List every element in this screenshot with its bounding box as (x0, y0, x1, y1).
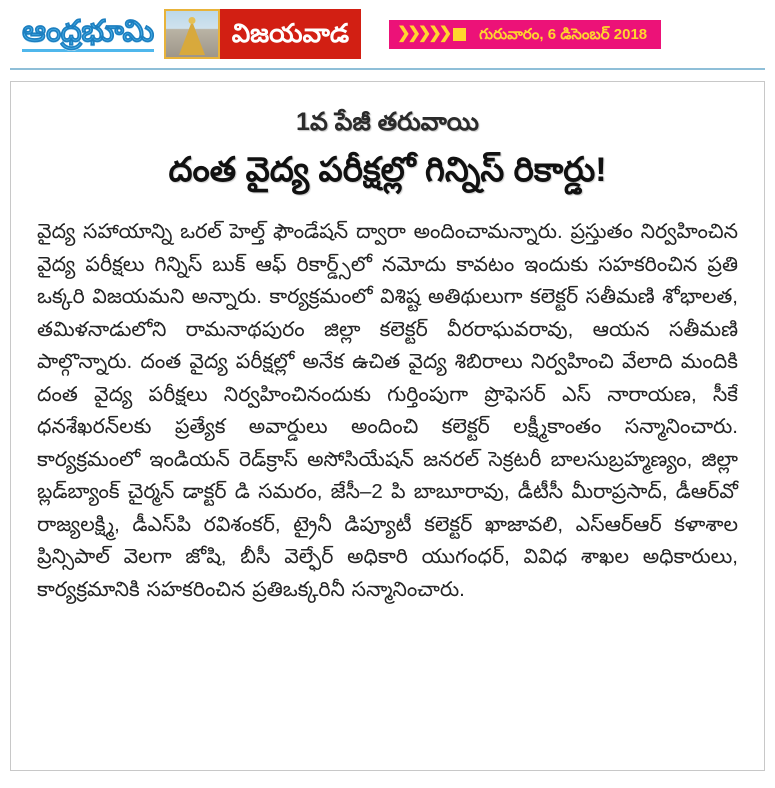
masthead (0, 0, 775, 68)
newspaper-logo[interactable]: ఆంధ్రభూమి (22, 17, 154, 52)
date-banner (389, 20, 661, 49)
article-headline: దంత వైద్య పరీక్షల్లో గిన్నిస్ రికార్డు! (168, 151, 607, 189)
article-body (37, 216, 738, 606)
article-paragraph: వైద్య సహాయాన్ని ఒరల్ హెల్త్ ఫౌండేషన్ ద్వారా అందించామన్నారు. ప్రస్తుతం నిర్వహించిన వైద్య పరీక్షలు గిన్నిస్ బుక్ ఆఫ్ రికార్డ్స్‌లో నమోదు కావటం ఇందుకు సహకరించిన ప్రతి ఒక్కరి విజయమని అన్నారు. కార్యక్రమంలో విశిష్ట అతిథులుగా కలెక్టర్ సతీమణి శోభాలత, తమిళనాడులోని రామనాథపురం జిల్లా కలెక్టర్ వీరరాఘవరావు, ఆయన సతీమణి పాల్గొన్నారు. దంత వైద్య పరీక్షల్లో అనేక ఉచిత వైద్య శిబిరాలు నిర్వహించి వేలాది మందికి దంత వైద్య పరీక్షలు నిర్వహించినందుకు గుర్తింపుగా ప్రొఫెసర్ ఎస్ నారాయణ, సీకే ధనశేఖరన్‌లకు ప్రత్యేక అవార్డులు అందించి కలెక్టర్ లక్ష్మీకాంతం సన్మానించారు. కార్యక్రమంలో ఇండియన్ రెడ్‌క్రాస్ అసోసియేషన్ జనరల్ సెక్రటరీ బాలసుబ్రహ్మణ్యం, జిల్లా బ్లడ్‌బ్యాంక్ చైర్మన్ డాక్టర్ డి సమరం, జేసీ–2 పి బాబూరావు, డీటీసీ మీరాప్రసాద్, డీఆర్‌వో రాజ్యలక్ష్మి, డీఎస్‌పి రవిశంకర్, ట్రైనీ డిప్యూటీ కలెక్టర్ ఖాజావలి, ఎస్‌ఆర్‌ఆర్ కళాశాల ప్రిన్సిపాల్ వెలగా జోషి, బీసీ వెల్ఫేర్ అధికారి యుగంధర్, వివిధ శాఖల అధికారులు, కార్యక్రమానికి సహకరించిన ప్రతిఒక్కరినీ సన్మానించారు. (37, 220, 738, 601)
double-chevron-right-icon: ❯❯❯❯❯ (397, 25, 450, 42)
gopuram-finial-icon (188, 17, 195, 24)
article-kicker: 1వ పేజీ తరువాయి (296, 108, 479, 136)
temple-photo (164, 9, 220, 59)
article-card (10, 81, 765, 771)
square-bullet-icon (453, 28, 466, 41)
publication-date: గురువారం, 6 డిసెంబర్ 2018 (479, 25, 648, 43)
masthead-divider (10, 68, 765, 70)
edition-city-badge[interactable]: విజయవాడ (220, 9, 361, 59)
gopuram-icon (179, 21, 205, 55)
